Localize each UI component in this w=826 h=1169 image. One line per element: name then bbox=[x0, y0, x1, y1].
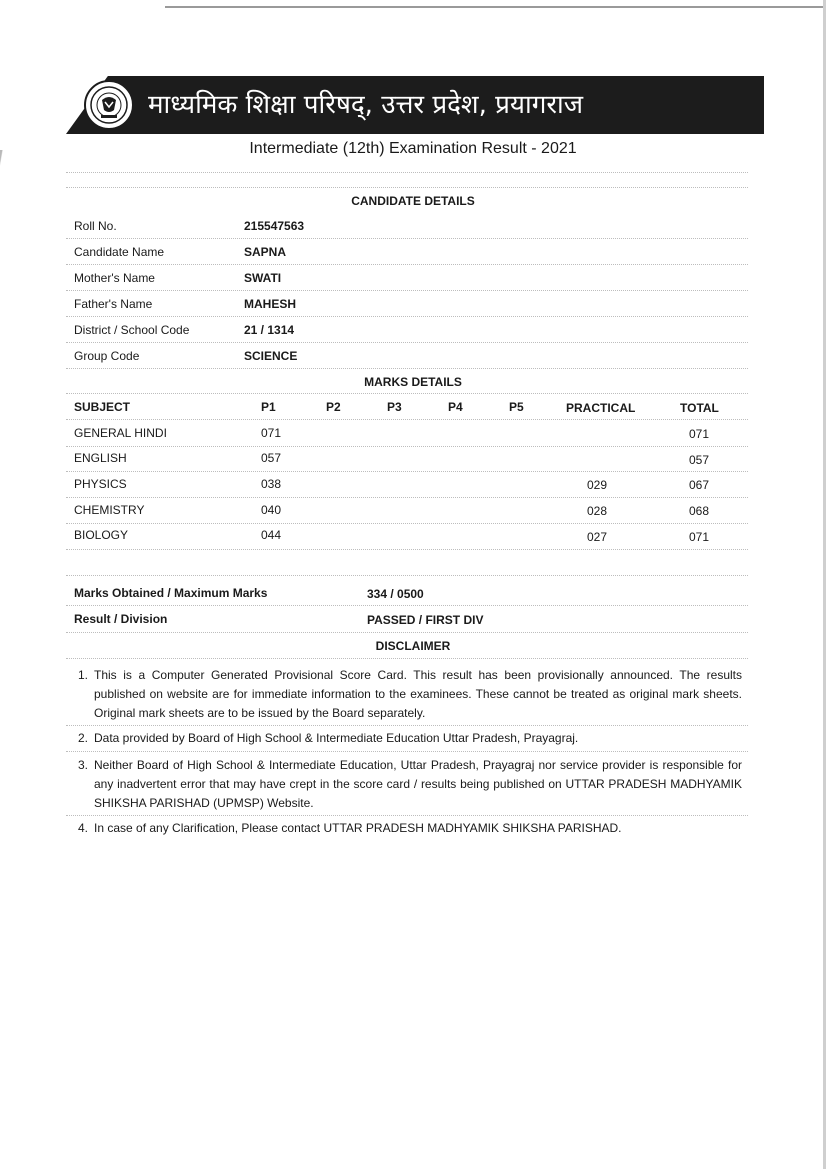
candidate-details-heading: CANDIDATE DETAILS bbox=[351, 194, 475, 208]
table-row-p1: 071 bbox=[261, 426, 282, 440]
p2-header: P2 bbox=[326, 400, 341, 414]
divider bbox=[66, 575, 748, 576]
disclaimer-text: In case of any Clarification, Please contact UTTAR PRADESH MADHYAMIK SHIKSHA PARISHAD. bbox=[94, 821, 622, 835]
divider bbox=[66, 419, 748, 420]
divider bbox=[66, 632, 748, 633]
table-row-total: 071 bbox=[689, 427, 710, 441]
candidate-name-label: Candidate Name bbox=[74, 245, 165, 259]
marks-obtained-label: Marks Obtained / Maximum Marks bbox=[74, 586, 268, 600]
disclaimer-number: 2. bbox=[78, 731, 89, 745]
result-division-value: PASSED / FIRST DIV bbox=[367, 613, 484, 627]
disclaimer-number: 3. bbox=[78, 758, 89, 772]
table-row-p1: 044 bbox=[261, 528, 282, 542]
scan-edge-top bbox=[165, 6, 826, 8]
scan-corner-mark bbox=[0, 150, 12, 220]
table-row-practical: 028 bbox=[587, 504, 608, 518]
table-row-p1: 038 bbox=[261, 477, 282, 491]
board-name-hindi: माध्यमिक शिक्षा परिषद्, उत्तर प्रदेश, प्रयागराज bbox=[148, 90, 584, 120]
disclaimer-number: 1. bbox=[78, 668, 89, 682]
district-school-code-value: 21 / 1314 bbox=[244, 323, 295, 337]
disclaimer-number: 4. bbox=[78, 821, 89, 835]
divider bbox=[66, 815, 748, 816]
divider bbox=[66, 172, 748, 173]
table-row-practical: 029 bbox=[587, 478, 608, 492]
table-row-subject: GENERAL HINDI bbox=[74, 426, 167, 440]
divider bbox=[66, 368, 748, 369]
disclaimer-item bbox=[78, 819, 742, 838]
divider bbox=[66, 446, 748, 447]
up-government-emblem-icon bbox=[84, 80, 134, 130]
marks-obtained-value: 334 / 0500 bbox=[367, 587, 424, 601]
roll-no-label: Roll No. bbox=[74, 219, 117, 233]
table-row-total: 057 bbox=[689, 453, 710, 467]
divider bbox=[66, 605, 748, 606]
p1-header: P1 bbox=[261, 400, 276, 414]
mothers-name-value: SWATI bbox=[244, 271, 282, 285]
disclaimer-item bbox=[78, 756, 742, 813]
total-header: TOTAL bbox=[680, 401, 719, 415]
marks-details-heading: MARKS DETAILS bbox=[364, 375, 462, 389]
divider bbox=[66, 658, 748, 659]
table-row-p1: 040 bbox=[261, 503, 282, 517]
candidate-name-value: SAPNA bbox=[244, 245, 287, 259]
disclaimer-text: Data provided by Board of High School & Intermediate Education Uttar Pradesh, Prayagraj. bbox=[94, 731, 579, 745]
subject-header: SUBJECT bbox=[74, 400, 131, 414]
divider bbox=[66, 471, 748, 472]
page-title: Intermediate (12th) Examination Result - 2021 bbox=[249, 140, 577, 157]
result-division-label: Result / Division bbox=[74, 612, 168, 626]
divider bbox=[66, 316, 748, 317]
disclaimer-heading: DISCLAIMER bbox=[375, 639, 451, 653]
practical-header: PRACTICAL bbox=[566, 401, 636, 415]
divider bbox=[66, 238, 748, 239]
group-code-value: SCIENCE bbox=[244, 349, 298, 363]
divider bbox=[66, 725, 748, 726]
fathers-name-label: Father's Name bbox=[74, 297, 153, 311]
table-row-subject: CHEMISTRY bbox=[74, 503, 145, 517]
divider bbox=[66, 497, 748, 498]
table-row-total: 067 bbox=[689, 478, 710, 492]
fathers-name-value: MAHESH bbox=[244, 297, 297, 311]
table-row-p1: 057 bbox=[261, 451, 282, 465]
divider bbox=[66, 751, 748, 752]
group-code-label: Group Code bbox=[74, 349, 140, 363]
table-row-total: 071 bbox=[689, 530, 710, 544]
divider bbox=[66, 342, 748, 343]
table-row-total: 068 bbox=[689, 504, 710, 518]
p5-header: P5 bbox=[509, 400, 524, 414]
divider bbox=[66, 393, 748, 394]
divider bbox=[66, 264, 748, 265]
divider bbox=[66, 290, 748, 291]
p4-header: P4 bbox=[448, 400, 463, 414]
disclaimer-text: This is a Computer Generated Provisional Score Card. This result has been provisionally announced. The results published on website are for immediate information to the examinees. These cannot be treated as original mark sheets. Original mark sheets are to be issued by the Board separately. bbox=[94, 668, 742, 720]
disclaimer-item bbox=[78, 666, 742, 723]
table-row-practical: 027 bbox=[587, 530, 608, 544]
disclaimer-item bbox=[78, 729, 742, 748]
p3-header: P3 bbox=[387, 400, 402, 414]
divider bbox=[66, 187, 748, 188]
divider bbox=[66, 549, 748, 550]
table-row-subject: BIOLOGY bbox=[74, 528, 129, 542]
district-school-code-label: District / School Code bbox=[74, 323, 190, 337]
disclaimer-text: Neither Board of High School & Intermediate Education, Uttar Pradesh, Prayagraj nor service provider is responsible for any inadvertent error that may have crept in the score card / results being published on UTTAR PRADESH MADHYAMIK SHIKSHA PARISHAD (UPMSP) Website. bbox=[94, 758, 742, 810]
mothers-name-label: Mother's Name bbox=[74, 271, 155, 285]
table-row-subject: ENGLISH bbox=[74, 451, 127, 465]
divider bbox=[66, 523, 748, 524]
table-row-subject: PHYSICS bbox=[74, 477, 127, 491]
roll-no-value: 215547563 bbox=[244, 219, 305, 233]
